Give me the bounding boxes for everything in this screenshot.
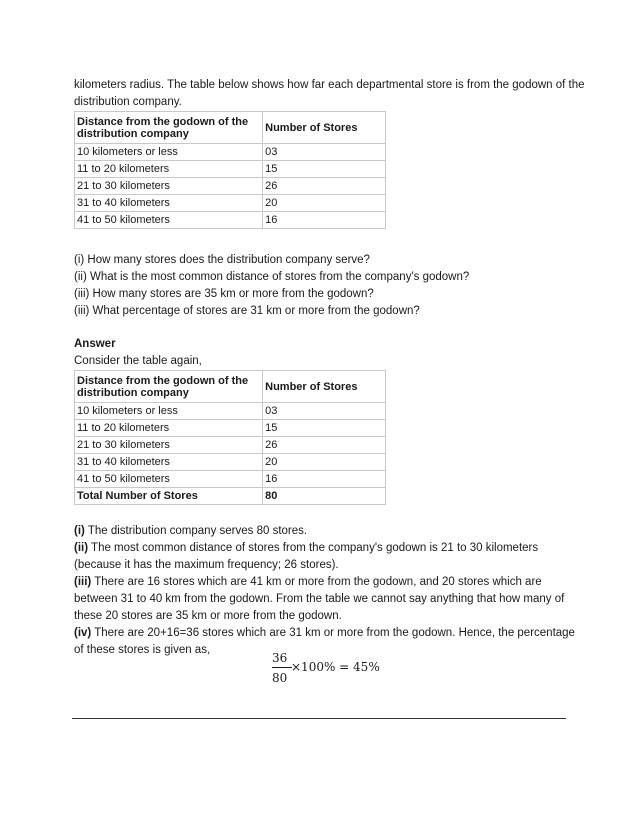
table-row	[75, 144, 386, 161]
table-cell: 21 to 30 kilometers	[75, 178, 263, 195]
solution-iii-cont-2: these 20 stores are 35 km or more from the godown.	[74, 610, 342, 622]
table-cell: 11 to 20 kilometers	[75, 420, 263, 437]
table-cell: 16	[263, 471, 386, 488]
table-row	[75, 420, 386, 437]
table-row	[75, 178, 386, 195]
formula-result: ×100% = 45%	[291, 660, 380, 674]
table-cell: 31 to 40 kilometers	[75, 195, 263, 212]
intro-line-1: kilometers radius. The table below shows how far each departmental store is from the godown of the	[74, 79, 585, 91]
header-distance: Distance from the godown of the distribution company	[75, 371, 263, 403]
solution-i	[74, 523, 566, 540]
formula-denominator: 80	[272, 671, 288, 685]
table-cell: 16	[263, 212, 386, 229]
answer-intro: Consider the table again,	[74, 355, 202, 367]
solution-iv-label: (iv)	[74, 627, 92, 639]
total-value: 80	[263, 488, 386, 505]
table-total-row	[75, 488, 386, 505]
solution-iv	[74, 625, 575, 642]
table-cell: 20	[263, 454, 386, 471]
question-3: (iii) How many stores are 35 km or more from the godown?	[74, 288, 374, 300]
table-cell: 41 to 50 kilometers	[75, 471, 263, 488]
header-stores: Number of Stores	[263, 112, 386, 144]
solution-iv-text: There are 20+16=36 stores which are 31 km or more from the godown. Hence, the percentage	[91, 627, 575, 639]
solution-iii-text: There are 16 stores which are 41 km or more from the godown, and 20 stores which are	[91, 576, 542, 588]
question-1: (i) How many stores does the distribution company serve?	[74, 254, 370, 266]
table-cell: 26	[263, 178, 386, 195]
fraction-bar	[272, 667, 292, 668]
question-2: (ii) What is the most common distance of stores from the company's godown?	[74, 271, 470, 283]
table-row	[75, 212, 386, 229]
distance-table-total	[74, 370, 386, 505]
table-cell: 31 to 40 kilometers	[75, 454, 263, 471]
solution-iv-cont: of these stores is given as,	[74, 644, 211, 656]
header-stores: Number of Stores	[263, 371, 386, 403]
table-row	[75, 195, 386, 212]
solution-ii-label: (ii)	[74, 542, 89, 554]
header-distance: Distance from the godown of the distribution company	[75, 112, 263, 144]
solution-iii-cont-1: between 31 to 40 km from the godown. From the table we cannot say anything that how many of	[74, 593, 565, 605]
table-header-row	[75, 371, 386, 403]
table-cell: 15	[263, 161, 386, 178]
solution-i-label: (i)	[74, 525, 85, 537]
formula-numerator: 36	[272, 651, 288, 665]
table-row	[75, 454, 386, 471]
table-cell: 11 to 20 kilometers	[75, 161, 263, 178]
intro-line-2: distribution company.	[74, 96, 182, 108]
table-row	[75, 471, 386, 488]
distance-table	[74, 111, 386, 229]
table-cell: 10 kilometers or less	[75, 144, 263, 161]
table-cell: 10 kilometers or less	[75, 403, 263, 420]
solution-ii-text: The most common distance of stores from the company's godown is 21 to 30 kilometers	[88, 542, 539, 554]
table-row	[75, 161, 386, 178]
answer-heading: Answer	[74, 338, 116, 350]
footer-divider	[72, 718, 566, 719]
solution-ii-cont: (because it has the maximum frequency; 26 stores).	[74, 559, 339, 571]
table-cell: 03	[263, 144, 386, 161]
document-page	[74, 77, 585, 659]
solution-i-text: The distribution company serves 80 stores.	[84, 525, 308, 537]
table-cell: 20	[263, 195, 386, 212]
solution-ii	[74, 540, 566, 557]
table-cell: 15	[263, 420, 386, 437]
percentage-formula	[272, 651, 392, 691]
solution-iii	[74, 574, 566, 591]
table-row	[75, 403, 386, 420]
total-label: Total Number of Stores	[75, 488, 263, 505]
table-cell: 41 to 50 kilometers	[75, 212, 263, 229]
table-cell: 26	[263, 437, 386, 454]
table-header-row	[75, 112, 386, 144]
solution-iii-label: (iii)	[74, 576, 92, 588]
question-4: (iii) What percentage of stores are 31 km or more from the godown?	[74, 305, 420, 317]
table-cell: 21 to 30 kilometers	[75, 437, 263, 454]
table-row	[75, 437, 386, 454]
table-cell: 03	[263, 403, 386, 420]
